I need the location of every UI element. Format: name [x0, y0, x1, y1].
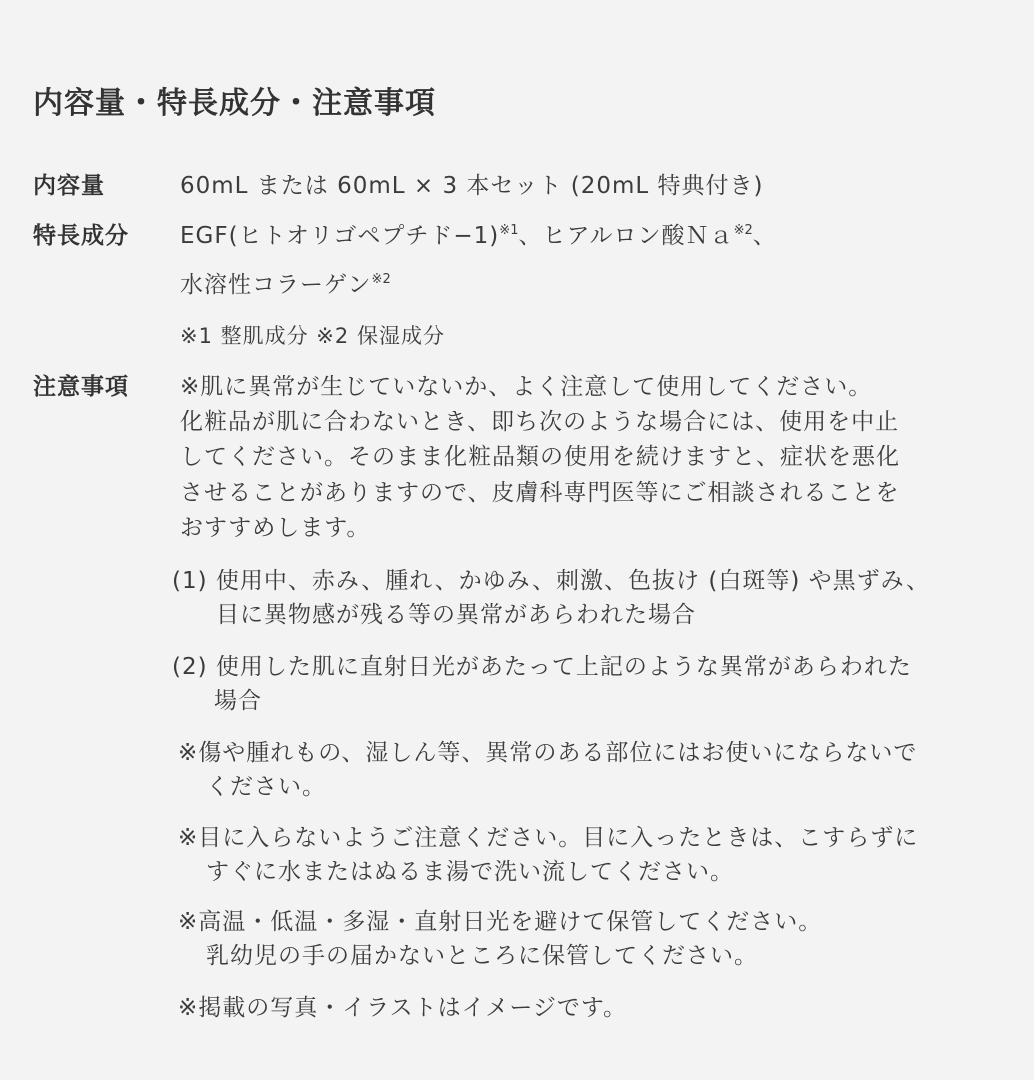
caution-note-4: ※掲載の写真・イラストはイメージです。 — [178, 995, 628, 1021]
cautions-label: 注意事項 — [33, 374, 129, 400]
caution-note-1-cont: ください。 — [206, 774, 326, 800]
footnote-mark: ※2 — [733, 223, 753, 238]
page-title: 内容量・特長成分・注意事項 — [33, 86, 436, 121]
caution-note-2: ※目に入らないようご注意ください。目に入ったときは、こすらずに — [178, 825, 919, 851]
cautions-intro-line: ※肌に異常が生じていないか、よく注意して使用してください。 — [180, 374, 873, 400]
footnote-mark: ※1 — [499, 223, 519, 238]
footnote-mark: ※2 — [371, 272, 391, 287]
caution-case-1-cont: 目に異物感が残る等の異常があらわれた場合 — [216, 602, 696, 628]
ingredient-collagen: 水溶性コラーゲン — [180, 272, 372, 298]
cautions-intro-line: おすすめします。 — [180, 515, 371, 541]
caution-note-2-cont: すぐに水またはぬるま湯で洗い流してください。 — [206, 859, 734, 885]
ingredients-label: 特長成分 — [33, 223, 129, 249]
caution-case-1: (1) 使用中、赤み、腫れ、かゆみ、刺激、色抜け (白斑等) や黒ずみ、 — [172, 568, 930, 594]
caution-note-3-cont: 乳幼児の手の届かないところに保管してください。 — [206, 943, 758, 969]
caution-note-3: ※高温・低温・多湿・直射日光を避けて保管してください。 — [178, 909, 823, 935]
caution-note-1: ※傷や腫れもの、湿しん等、異常のある部位にはお使いにならないで — [178, 740, 918, 766]
cautions-intro-line: してください。そのまま化粧品類の使用を続けますと、症状を悪化 — [180, 444, 900, 470]
ingredient-egf: EGF(ヒトオリゴペプチド−1) — [180, 223, 500, 249]
cautions-intro-line: 化粧品が肌に合わないとき、即ち次のような場合には、使用を中止 — [180, 409, 900, 435]
volume-value: 60mL または 60mL × 3 本セット (20mL 特典付き) — [180, 173, 764, 199]
ingredients-line2 — [180, 266, 391, 299]
ingredients-footnote: ※1 整肌成分 ※2 保湿成分 — [180, 324, 445, 348]
cautions-intro-line: させることがありますので、皮膚科専門医等にご相談されることを — [180, 480, 900, 506]
caution-case-2-cont: 場合 — [214, 688, 262, 714]
volume-label: 内容量 — [33, 173, 105, 199]
caution-case-2: (2) 使用した肌に直射日光があたって上記のような異常があらわれた — [172, 654, 912, 680]
ingredient-hyaluronic: 、ヒアルロン酸Ｎａ — [518, 223, 734, 249]
ingredient-separator: 、 — [752, 223, 777, 249]
ingredients-line1 — [180, 217, 777, 250]
